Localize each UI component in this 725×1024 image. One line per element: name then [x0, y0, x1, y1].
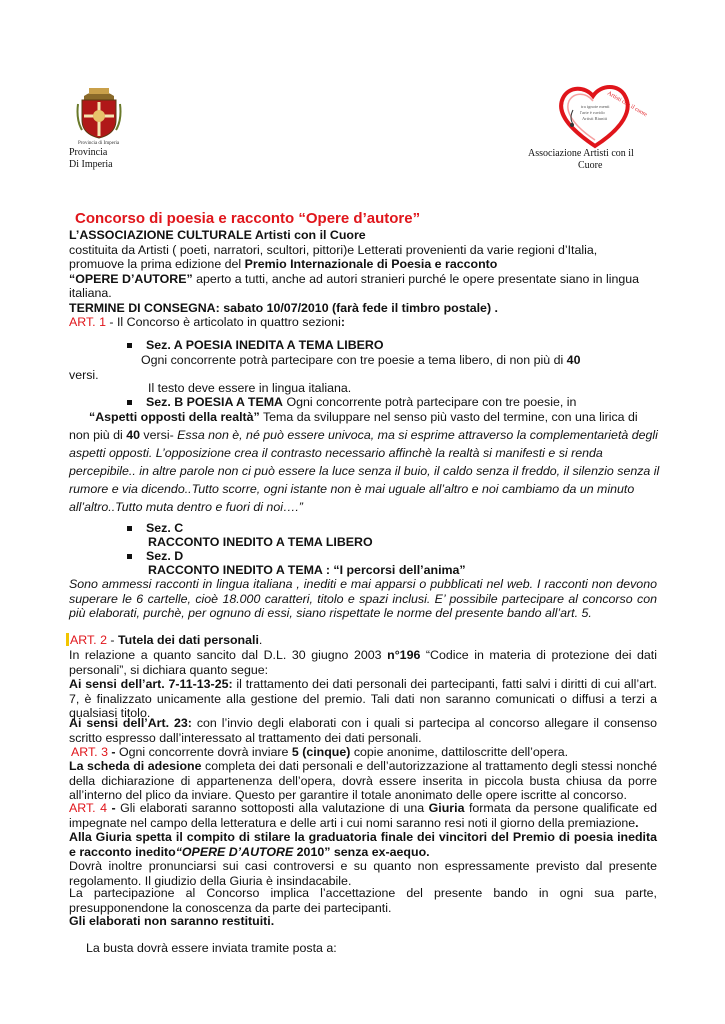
art2-p3: Ai sensi dell’Art. 23: con l’invio degli elaborati con i quali si partecipa al concorso allegare il consenso scritto espresso dall’interessato al trattamento dei dati personali. — [69, 716, 657, 745]
sez-d-label: Sez. D — [127, 549, 183, 564]
sez-b-desc-5: all’altro..Tutto muta dentro e fuori di noi….” — [69, 500, 303, 514]
logo-arc-text: Artisti con il cuore — [606, 90, 649, 119]
logo-inner-text-3: Artisti Riuniti — [582, 116, 608, 121]
art2-p1: In relazione a quanto sancito dal D.L. 30 giugno 2003 n°196 “Codice in materia di protezione dei dati personali”, si dichiara quanto segue: — [69, 648, 658, 677]
header-left-line1: Provincia — [69, 147, 108, 158]
art1-line: ART. 1 - Il Concorso è articolato in quattro sezioni: — [69, 315, 345, 329]
art2-heading: ART. 2 - Tutela dei dati personali. — [66, 633, 262, 648]
sez-a-language: Il testo deve essere in lingua italiana. — [148, 381, 352, 395]
intro-composition: costituita da Artisti ( poeti, narratori, scultori, pittori)e Letterati provenienti da varie regioni d’Italia, — [69, 243, 598, 257]
bullet-icon — [127, 526, 132, 531]
intro-language: italiana. — [69, 286, 112, 300]
intro-promotes: promuove la prima edizione del Premio Internazionale di Poesia e racconto — [69, 257, 498, 271]
crest-caption-small: Provincia di Imperia — [78, 141, 120, 146]
sez-d-title: RACCONTO INEDITO A TEMA : “I percorsi dell’anima” — [148, 563, 466, 577]
intro-association: L’ASSOCIAZIONE CULTURALE Artisti con il Cuore — [69, 228, 366, 242]
page-title: Concorso di poesia e racconto “Opere d’autore” — [75, 210, 421, 227]
art2-p2: Ai sensi dell’art. 7-11-13-25: il trattamento dei dati personali dei partecipanti, fatti salvi i diritti di cui all’art. 7, è finalizzato unicamente alla gestione del premio. Tali dati non saranno comunicati o diffusi a terzi a qualsiasi titolo. — [69, 677, 658, 721]
art4-p1: ART. 4 - Gli elaborati saranno sottoposti alla valutazione di una Giuria formata da persone qualificate ed impegnate nel campo della letteratura e delle arti i cui nomi saranno resi noti il giorno della premiazione. — [69, 801, 657, 830]
sez-b-title: Sez. B POESIA A TEMA Ogni concorrente potrà partecipare con tre poesie, in — [127, 395, 576, 410]
sez-d-rules: Sono ammessi racconti in lingua italiana , inediti e mai apparsi o pubblicati nel web. I racconti non devono superare le 6 cartelle, cioè 18.000 caratteri, titolo e spazi inclusi. E’ possibile partecipare al concorso con più elaborati, purchè, per ognuno di essi, siano rispettate le norme del presente bando all’art. 5. — [69, 577, 657, 621]
intro-open-to-all: “OPERE D’AUTORE” aperto a tutti, anche ad autori stranieri purché le opere presentate siano in lingua — [69, 272, 640, 286]
sez-b-desc-1: non più di 40 versi- Essa non è, né può essere univoca, ma si esprime attraverso la complementarietà degli — [69, 428, 658, 442]
art4-p2: Alla Giuria spetta il compito di stilare la graduatoria finale dei vincitori del Premio di poesia inedita e racconto inedito“OPERE D’AUTORE 2010” senza ex-aequo. — [69, 830, 657, 859]
sez-a-title: Sez. A POESIA INEDITA A TEMA LIBERO — [127, 338, 384, 353]
deadline: TERMINE DI CONSEGNA: sabato 10/07/2010 (farà fede il timbro postale) . — [69, 301, 498, 315]
art3-line: ART. 3 - Ogni concorrente dovrà inviare 5 (cinque) copie anonime, dattiloscritte dell’opera. — [71, 745, 569, 759]
closing-line: La busta dovrà essere inviata tramite posta a: — [86, 941, 337, 955]
bullet-icon — [127, 400, 132, 405]
logo-inner-text-2: l'arte è ruvido — [580, 110, 605, 115]
sez-b-desc-2: aspetti opposti. L’opposizione crea il contrasto necessario affinchè la realtà si manifesti e si renda — [69, 446, 603, 460]
bullet-icon — [127, 554, 132, 559]
art3-p2: La scheda di adesione completa dei dati personali e dell’autorizzazione al trattamento degli stessi nonché della dichiarazione di appartenenza dell’opera, dovrà essere inserita in piccola busta chiusa da porre all’interno del plico da inviare. Questo per garantire il totale anonimato delle opere iscritte al concorso. — [69, 759, 657, 803]
sez-a-rule: Ogni concorrente potrà partecipare con tre poesie a tema libero, di non più di 40 — [141, 353, 581, 367]
sez-a-versi: versi. — [69, 368, 99, 382]
logo-inner-text-1: tra ignote menti — [581, 104, 610, 109]
sez-b-desc-3: percepibile.. in altre parole non ci può essere la luce senza il buio, il caldo senza il freddo, il silenzio senza il — [69, 464, 660, 478]
heart-logo — [555, 80, 649, 150]
sez-b-desc-4: rumore e via dicendo..Tutto scorre, ogni istante non è mai uguale all’altro e noi cambiamo da un minuto — [69, 482, 635, 496]
header-right-line1: Associazione Artisti con il — [528, 148, 634, 159]
art4-p4: La partecipazione al Concorso implica l’accettazione del presente bando in ogni sua parte, presupponendone la conoscenza da parte dei partecipanti. — [69, 886, 657, 915]
sez-b-theme: “Aspetti opposti della realtà” Tema da sviluppare nel senso più vasto del termine, con una lirica di — [89, 410, 638, 424]
bullet-icon — [127, 343, 132, 348]
provincia-crest — [76, 84, 122, 140]
sez-c-title: RACCONTO INEDITO A TEMA LIBERO — [148, 535, 373, 549]
header-left-line2: Di Imperia — [69, 159, 113, 170]
art4-p3: Dovrà inoltre pronunciarsi sui casi controversi e su quanto non espressamente previsto dal presente regolamento. Il giudizio della Giuria è insindacabile. — [69, 859, 657, 888]
header-right-line2: Cuore — [578, 160, 603, 171]
highlight-mark — [66, 633, 69, 646]
sez-c-label: Sez. C — [127, 521, 183, 536]
art4-p5: Gli elaborati non saranno restituiti. — [69, 914, 275, 928]
